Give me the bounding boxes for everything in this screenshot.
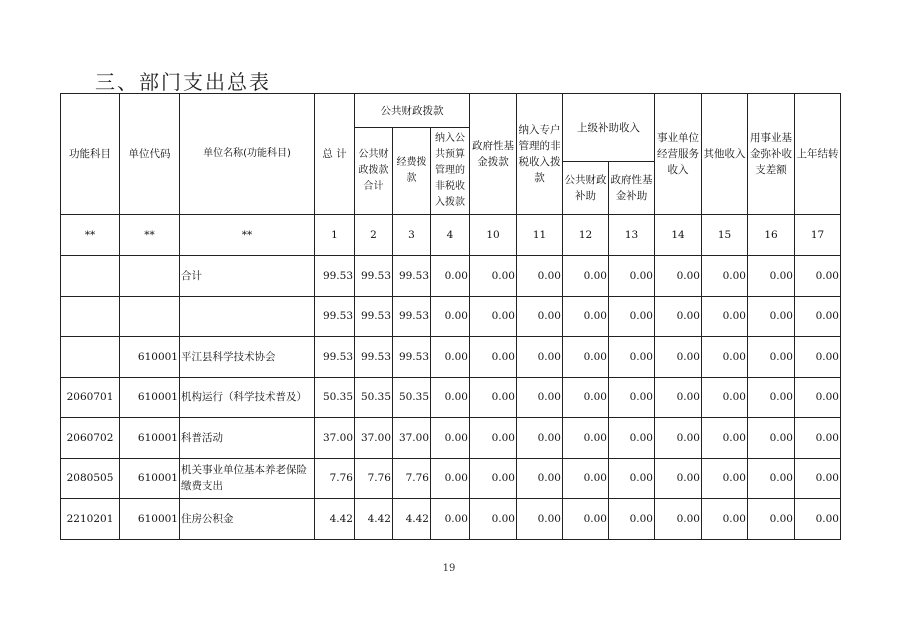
- amount-cell: 0.00: [517, 296, 563, 337]
- amount-cell: 0.00: [655, 418, 702, 459]
- amount-cell: 99.53: [393, 256, 431, 297]
- header-business-fund: 用事业基金弥补收支差额: [748, 94, 795, 215]
- amount-cell: 0.00: [609, 337, 655, 378]
- amount-cell: 0.00: [563, 377, 609, 418]
- amount-cell: 0.00: [702, 256, 748, 297]
- func-code-cell: 2080505: [61, 458, 120, 499]
- amount-cell: 0.00: [609, 499, 655, 540]
- index-cell: 12: [563, 215, 609, 256]
- unit-code-cell: 610001: [120, 499, 180, 540]
- amount-cell: 0.00: [609, 418, 655, 459]
- amount-cell: 4.42: [355, 499, 393, 540]
- func-code-cell: 2210201: [61, 499, 120, 540]
- amount-cell: 0.00: [470, 418, 517, 459]
- header-upper-public: 公共财政补助: [563, 162, 609, 215]
- amount-cell: 0.00: [702, 499, 748, 540]
- func-code-cell: [61, 337, 120, 378]
- amount-cell: 0.00: [655, 499, 702, 540]
- header-pf-nontax: 纳入公共预算管理的非税收入拨款: [431, 128, 470, 215]
- index-cell: 13: [609, 215, 655, 256]
- table-row: [61, 377, 841, 418]
- amount-cell: 0.00: [748, 418, 795, 459]
- amount-cell: 0.00: [702, 377, 748, 418]
- index-row: [61, 215, 841, 256]
- table-row: [61, 256, 841, 297]
- amount-cell: 99.53: [315, 296, 355, 337]
- index-cell: 11: [517, 215, 563, 256]
- amount-cell: 0.00: [470, 296, 517, 337]
- amount-cell: 0.00: [517, 256, 563, 297]
- header-last-year: 上年结转: [795, 94, 841, 215]
- page-number: 19: [442, 563, 456, 574]
- unit-code-cell: 610001: [120, 377, 180, 418]
- index-cell: 3: [393, 215, 431, 256]
- index-cell: 1: [315, 215, 355, 256]
- amount-cell: 0.00: [748, 377, 795, 418]
- index-cell: 17: [795, 215, 841, 256]
- amount-cell: 0.00: [517, 377, 563, 418]
- unit-name-cell: 机关事业单位基本养老保险缴费支出: [180, 458, 315, 499]
- amount-cell: 37.00: [393, 418, 431, 459]
- header-other-income: 其他收入: [702, 94, 748, 215]
- unit-code-cell: [120, 296, 180, 337]
- header-unit-name: 单位名称(功能科目): [180, 94, 315, 215]
- amount-cell: 0.00: [609, 377, 655, 418]
- amount-cell: 4.42: [393, 499, 431, 540]
- amount-cell: 0.00: [702, 296, 748, 337]
- func-code-cell: 2060701: [61, 377, 120, 418]
- amount-cell: 0.00: [795, 337, 841, 378]
- unit-name-cell: 合计: [180, 256, 315, 297]
- index-cell: 15: [702, 215, 748, 256]
- amount-cell: 7.76: [393, 458, 431, 499]
- amount-cell: 4.42: [315, 499, 355, 540]
- amount-cell: 0.00: [431, 418, 470, 459]
- amount-cell: 0.00: [431, 296, 470, 337]
- amount-cell: 0.00: [655, 377, 702, 418]
- amount-cell: 0.00: [795, 418, 841, 459]
- header-total: 总 计: [315, 94, 355, 215]
- amount-cell: 0.00: [470, 377, 517, 418]
- amount-cell: 0.00: [431, 499, 470, 540]
- amount-cell: 0.00: [748, 458, 795, 499]
- amount-cell: 0.00: [470, 458, 517, 499]
- amount-cell: 37.00: [315, 418, 355, 459]
- amount-cell: 0.00: [748, 499, 795, 540]
- index-cell: 16: [748, 215, 795, 256]
- amount-cell: 0.00: [655, 296, 702, 337]
- expenditure-table: [60, 93, 841, 540]
- unit-name-cell: 机构运行（科学技术普及）: [180, 377, 315, 418]
- unit-code-cell: 610001: [120, 458, 180, 499]
- amount-cell: 99.53: [393, 337, 431, 378]
- amount-cell: 7.76: [315, 458, 355, 499]
- amount-cell: 0.00: [517, 418, 563, 459]
- amount-cell: 99.53: [355, 296, 393, 337]
- amount-cell: 0.00: [609, 296, 655, 337]
- amount-cell: 0.00: [795, 499, 841, 540]
- amount-cell: 0.00: [655, 458, 702, 499]
- amount-cell: 50.35: [355, 377, 393, 418]
- header-pf-expense: 经费拨款: [393, 128, 431, 215]
- table-row: [61, 499, 841, 540]
- func-code-cell: 2060702: [61, 418, 120, 459]
- amount-cell: 0.00: [609, 458, 655, 499]
- amount-cell: 0.00: [517, 337, 563, 378]
- table-row: [61, 337, 841, 378]
- header-public-fiscal: 公共财政拨款: [355, 94, 470, 128]
- index-cell: **: [61, 215, 120, 256]
- unit-name-cell: [180, 296, 315, 337]
- unit-name-cell: 平江县科学技术协会: [180, 337, 315, 378]
- unit-code-cell: [120, 256, 180, 297]
- amount-cell: 0.00: [431, 337, 470, 378]
- amount-cell: 37.00: [355, 418, 393, 459]
- amount-cell: 0.00: [563, 256, 609, 297]
- amount-cell: 0.00: [563, 418, 609, 459]
- table-row: [61, 296, 841, 337]
- unit-code-cell: 610001: [120, 418, 180, 459]
- amount-cell: 0.00: [795, 296, 841, 337]
- amount-cell: 99.53: [393, 296, 431, 337]
- index-cell: 10: [470, 215, 517, 256]
- header-pf-total: 公共财政拨款合计: [355, 128, 393, 215]
- amount-cell: 0.00: [655, 337, 702, 378]
- amount-cell: 0.00: [702, 337, 748, 378]
- amount-cell: 0.00: [431, 458, 470, 499]
- table-row: [61, 458, 841, 499]
- header-business-income: 事业单位经营服务收入: [655, 94, 702, 215]
- amount-cell: 99.53: [355, 256, 393, 297]
- unit-name-cell: 科普活动: [180, 418, 315, 459]
- amount-cell: 0.00: [748, 256, 795, 297]
- header-upper-gov-fund: 政府性基金补助: [609, 162, 655, 215]
- header-special-nontax: 纳入专户管理的非税收入拨款: [517, 94, 563, 215]
- header-unit-code: 单位代码: [120, 94, 180, 215]
- amount-cell: 0.00: [563, 296, 609, 337]
- amount-cell: 0.00: [563, 337, 609, 378]
- amount-cell: 99.53: [315, 337, 355, 378]
- header-func-subject: 功能科目: [61, 94, 120, 215]
- amount-cell: 0.00: [563, 499, 609, 540]
- amount-cell: 0.00: [748, 296, 795, 337]
- index-cell: 4: [431, 215, 470, 256]
- index-cell: **: [180, 215, 315, 256]
- amount-cell: 0.00: [795, 458, 841, 499]
- amount-cell: 0.00: [748, 337, 795, 378]
- page-title: 三、部门支出总表: [95, 70, 271, 94]
- amount-cell: 0.00: [655, 256, 702, 297]
- amount-cell: 0.00: [470, 499, 517, 540]
- amount-cell: 0.00: [431, 377, 470, 418]
- index-cell: **: [120, 215, 180, 256]
- amount-cell: 0.00: [470, 337, 517, 378]
- func-code-cell: [61, 296, 120, 337]
- amount-cell: 0.00: [609, 256, 655, 297]
- amount-cell: 0.00: [563, 458, 609, 499]
- header-upper-subsidy: 上级补助收入: [563, 94, 655, 162]
- amount-cell: 0.00: [795, 377, 841, 418]
- amount-cell: 7.76: [355, 458, 393, 499]
- amount-cell: 99.53: [355, 337, 393, 378]
- amount-cell: 0.00: [517, 499, 563, 540]
- amount-cell: 0.00: [431, 256, 470, 297]
- amount-cell: 50.35: [393, 377, 431, 418]
- index-cell: 2: [355, 215, 393, 256]
- unit-code-cell: 610001: [120, 337, 180, 378]
- amount-cell: 0.00: [795, 256, 841, 297]
- amount-cell: 0.00: [517, 458, 563, 499]
- amount-cell: 0.00: [702, 418, 748, 459]
- amount-cell: 0.00: [702, 458, 748, 499]
- amount-cell: 0.00: [470, 256, 517, 297]
- amount-cell: 99.53: [315, 256, 355, 297]
- unit-name-cell: 住房公积金: [180, 499, 315, 540]
- table-row: [61, 418, 841, 459]
- index-cell: 14: [655, 215, 702, 256]
- amount-cell: 50.35: [315, 377, 355, 418]
- func-code-cell: [61, 256, 120, 297]
- header-gov-fund: 政府性基金拨款: [470, 94, 517, 215]
